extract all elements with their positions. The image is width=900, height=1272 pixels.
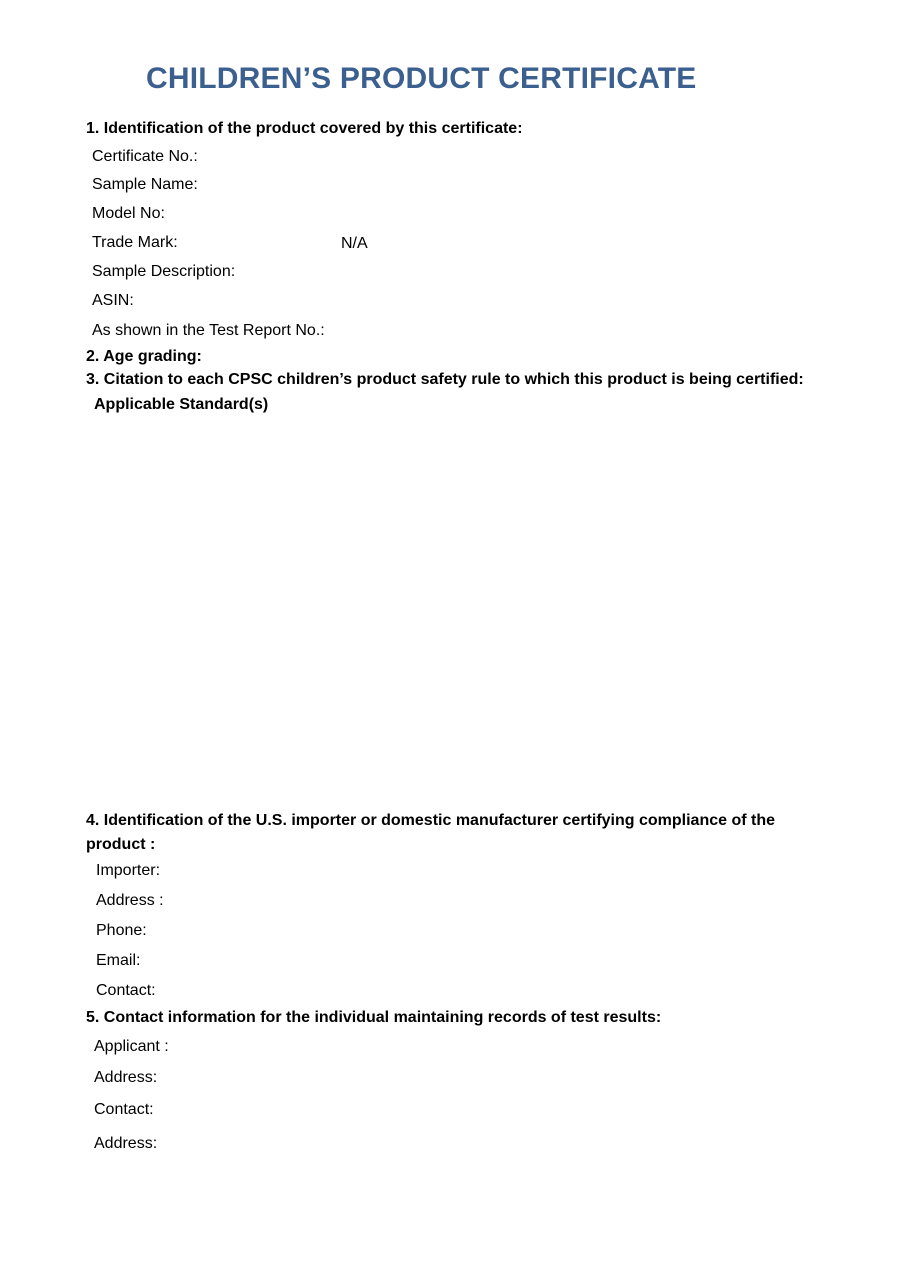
- phone-label: Phone:: [96, 922, 147, 939]
- asin-label: ASIN:: [92, 292, 134, 309]
- trade-mark-value: N/A: [341, 235, 368, 252]
- importer-label: Importer:: [96, 862, 161, 879]
- importer-address-label: Address :: [96, 892, 164, 909]
- applicable-standards-heading: Applicable Standard(s): [94, 396, 269, 413]
- sample-name-label: Sample Name:: [92, 176, 198, 193]
- contact-address-label: Address:: [94, 1135, 158, 1152]
- model-no-label: Model No:: [92, 205, 165, 222]
- applicant-address-label: Address:: [94, 1069, 158, 1086]
- section-1-heading: 1. Identification of the product covered by this certificate:: [86, 120, 523, 137]
- document-title: CHILDREN’S PRODUCT CERTIFICATE: [146, 62, 697, 95]
- section-3-heading: 3. Citation to each CPSC children’s product safety rule to which this product is being certified:: [86, 371, 804, 388]
- certificate-no-label: Certificate No.:: [92, 148, 198, 165]
- test-report-no-label: As shown in the Test Report No.:: [92, 322, 325, 339]
- section-5-heading: 5. Contact information for the individual maintaining records of test results:: [86, 1009, 662, 1026]
- email-label: Email:: [96, 952, 141, 969]
- sample-description-label: Sample Description:: [92, 263, 236, 280]
- section-2-heading: 2. Age grading:: [86, 348, 202, 365]
- importer-contact-label: Contact:: [96, 982, 156, 999]
- applicant-contact-label: Contact:: [94, 1101, 154, 1118]
- trade-mark-label: Trade Mark:: [92, 234, 178, 251]
- applicant-label: Applicant :: [94, 1038, 169, 1055]
- section-4-heading: 4. Identification of the U.S. importer or domestic manufacturer certifying compliance of the product :: [86, 812, 775, 853]
